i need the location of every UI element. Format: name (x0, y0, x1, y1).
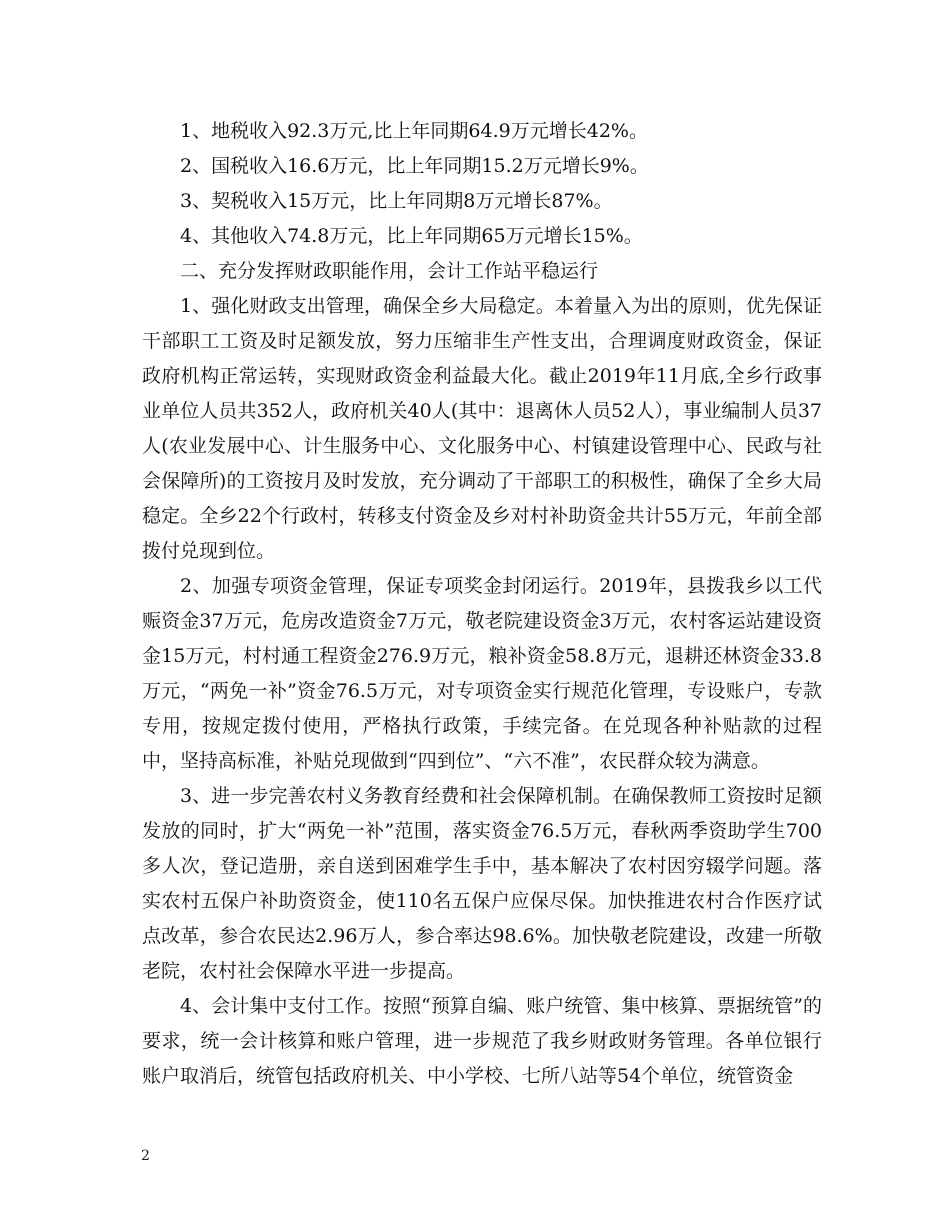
income-item-1: 1、地税收入92.3万元,比上年同期64.9万元增长42%。 (180, 120, 648, 142)
paragraph-education-social-security: 3、进一步完善农村义务教育经费和社会保障机制。在确保教师工资按时足额发放的同时，扩大“两免一补”范围，落实资金76.5万元，春秋两季资助学生700多人次，登记造册，亲自送到困难学生手中，基本解决了农村因穷辍学问题。落实农村五保户补助资资金，使110名五保户应保尽保。加快推进农村合作医疗试点改革，参合农民达2.96万人，参合率达98.6%。加快敬老院建设，改建一所敬老院，农村社会保障水平进一步提高。 (142, 785, 822, 982)
income-item-2: 2、国税收入16.6万元，比上年同期15.2万元增长9%。 (180, 155, 649, 177)
paragraph-expenditure-management: 1、强化财政支出管理，确保全乡大局稳定。本着量入为出的原则，优先保证干部职工工资及时足额发放，努力压缩非生产性支出，合理调度财政资金，保证政府机构正常运转，实现财政资金利益最大化。截止2019年11月底,全乡行政事业单位人员共352人，政府机关40人(其中：退离休人员52人），事业编制人员37人(农业发展中心、计生服务中心、文化服务中心、村镇建设管理中心、民政与社会保障所)的工资按月及时发放，充分调动了干部职工的积极性，确保了全乡大局稳定。全乡22个行政村，转移支付资金及乡对村补助资金共计55万元，年前全部拨付兑现到位。 (142, 295, 822, 562)
income-item-4: 4、其他收入74.8万元，比上年同期65万元增长15%。 (180, 225, 643, 247)
paragraph-special-funds: 2、加强专项资金管理，保证专项奖金封闭运行。2019年，县拨我乡以工代赈资金37万元，危房改造资金7万元，敬老院建设资金3万元，农村客运站建设资金15万元，村村通工程资金276.9万元，粮补资金58.8万元，退耕还林资金33.8万元，“两免一补”资金76.5万元，对专项资金实行规范化管理，专设账户，专款专用，按规定拨付使用，严格执行政策，手续完备。在兑现各种补贴款的过程中，坚持高标准，补贴兑现做到“四到位”、“六不准”，农民群众较为满意。 (142, 575, 822, 772)
page-number: 2 (141, 1148, 150, 1164)
income-item-3: 3、契税收入15万元，比上年同期8万元增长87%。 (180, 190, 613, 212)
paragraph-centralized-payment: 4、会计集中支付工作。按照“预算自编、账户统管、集中核算、票据统管”的要求，统一会计核算和账户管理，进一步规范了我乡财政财务管理。各单位银行账户取消后，统管包括政府机关、中小学校、七所八站等54个单位，统管资金 (142, 995, 822, 1087)
section-heading: 二、充分发挥财政职能作用，会计工作站平稳运行 (180, 260, 599, 282)
document-body (142, 114, 822, 1094)
